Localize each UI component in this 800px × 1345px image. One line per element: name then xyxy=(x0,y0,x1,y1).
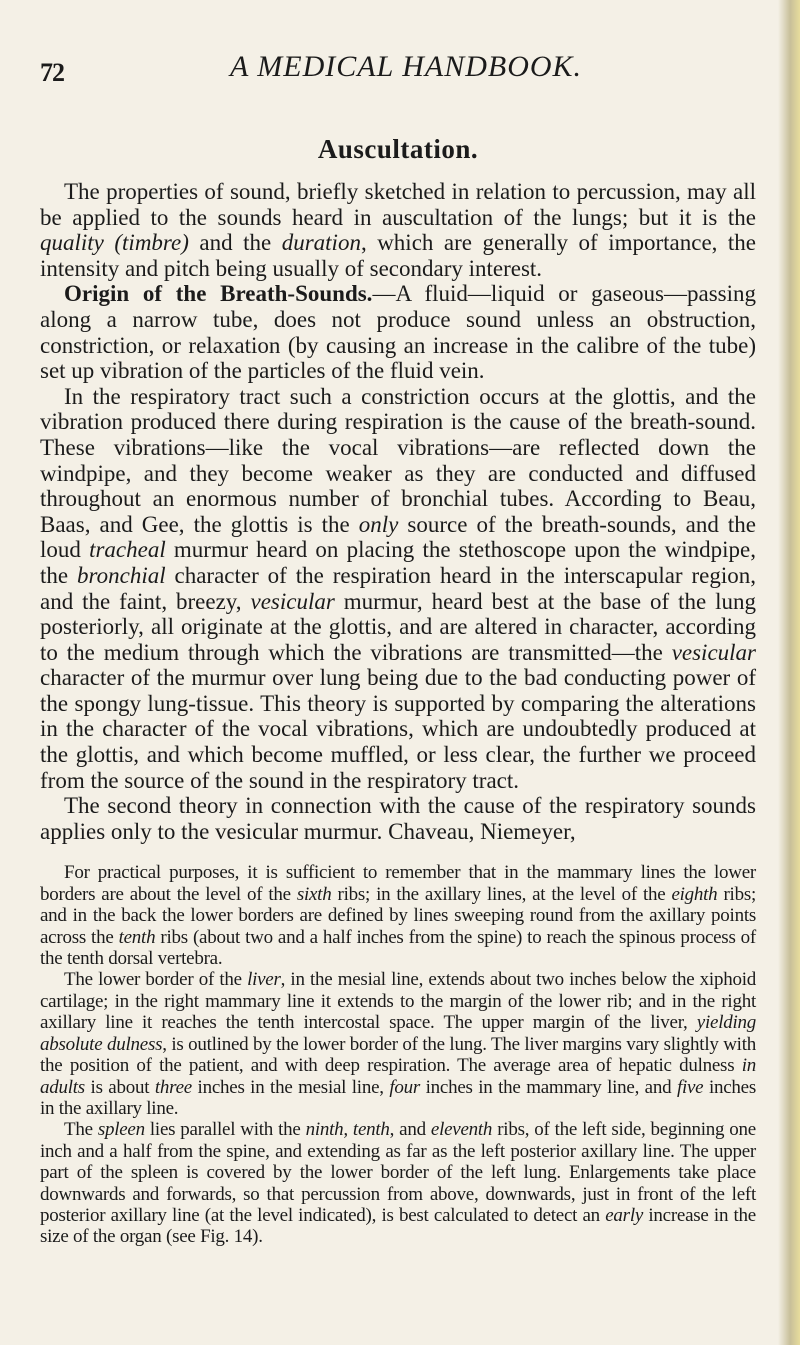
paragraph-spleen: The spleen lies parallel with the ninth, tenth, and eleventh ribs, of the left side, beginning one inch and a half from the spine, and extending as far as the left posterior axillary line. The upper part of the spleen is covered by the lower border of the left lung. Enlargements take place downwards and forwards, so that percussion from above, downwards, just in front of the left posterior axillary line (at the level indicated), is best calculated to detect an early increase in the size of the organ (see Fig. 14). xyxy=(40,1119,756,1248)
subheading-origin: Origin of the Breath-Sounds. xyxy=(64,281,373,307)
section-gap xyxy=(40,844,756,862)
paragraph-respiratory-tract: In the respiratory tract such a constriction occurs at the glottis, and the vibration produced there during respiration is the cause of the breath-sound. These vibrations—like the vocal vibrations—are reflected down the windpipe, and they become weaker as they are conducted and diffused throughout an enormous number of bronchial tubes. According to Beau, Baas, and Gee, the glottis is the only source of the breath-sounds, and the loud tracheal murmur heard on placing the stethoscope upon the windpipe, the bronchial character of the respiration heard in the interscapular region, and the faint, breezy, vesicular murmur, heard best at the base of the lung posteriorly, all originate at the glottis, and are altered in character, according to the medium through which the vibrations are transmitted—the vesicular character of the murmur over lung being due to the bad conducting power of the spongy lung-tissue. This theory is supported by comparing the alterations in the character of the vocal vibrations, which are undoubtedly produced at the glottis, and which become muffled, or less clear, the further we proceed from the source of the sound in the respiratory tract. xyxy=(40,383,756,793)
paragraph-lung-borders: For practical purposes, it is sufficient to remember that in the mammary lines the lower borders are about the level of the sixth ribs; in the axillary lines, at the level of the eighth ribs; and in the back the lower borders are defined by lines sweeping round from the axillary points across the tenth ribs (about two and a half inches from the spine) to reach the spinous process of the tenth dorsal vertebra. xyxy=(40,862,757,970)
section-heading: Auscultation. xyxy=(317,134,479,164)
paragraph-second-theory: The second theory in connection with the cause of the respiratory sounds applies only to the vesicular murmur. Chaveau, Niemeyer, xyxy=(40,793,756,844)
page-header xyxy=(40,44,756,87)
page-number: 72 xyxy=(40,58,64,87)
paragraph-origin-breath-sounds: Origin of the Breath-Sounds.—A fluid—liquid or gaseous—passing along a narrow tube, does not produce sound unless an obstruction, constriction, or relaxation (by causing an increase in the calibre of the tube) set up vibration of the particles of the fluid vein. xyxy=(40,281,756,384)
book-page xyxy=(40,44,756,1248)
page-edge-shadow xyxy=(778,0,800,1345)
paragraph-liver-dulness: The lower border of the liver, in the mesial line, extends about two inches below the xiphoid cartilage; in the right mammary line it extends to the margin of the lower rib; and in the right axillary line it reaches the tenth intercostal space. The upper margin of the liver, yielding absolute dulness, is outlined by the lower border of the lung. The liver margins vary slightly with the position of the patient, and with deep respiration. The average area of hepatic dulness in adults is about three inches in the mesial line, four inches in the mammary line, and five inches in the axillary line. xyxy=(40,969,757,1119)
running-title: A MEDICAL HANDBOOK. xyxy=(230,50,583,83)
paragraph-properties-of-sound: The properties of sound, briefly sketched in relation to percussion, may all be applied to the sounds heard in auscultation of the lungs; but it is the quality (timbre) and the duration, which are generally of importance, the intensity and pitch being usually of secondary interest. xyxy=(40,179,757,281)
